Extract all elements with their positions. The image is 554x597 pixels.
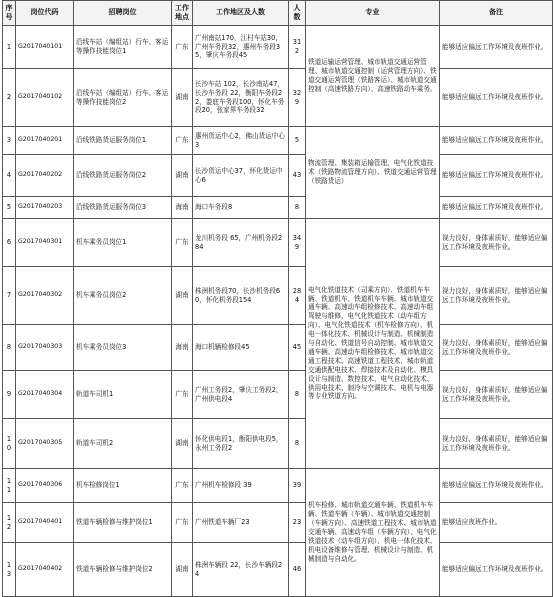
- region-cell: 惠州货运中心2，佛山货运中心3: [193, 127, 289, 155]
- code-cell: G2017040306: [16, 469, 74, 503]
- code-cell: G2017040305: [16, 419, 74, 469]
- place-cell: 湖南: [172, 155, 193, 197]
- code-cell: G2017040402: [16, 543, 74, 597]
- count-cell: 45: [289, 325, 306, 371]
- major-cell: 铁道运输运营管理、城市轨道交通运营管理、城市轨道交通控制（运营管理方向）、铁道交通运营管理（铁路客运）、城市轨道交通控制（高速铁路方向）、高速铁路动车乘务。: [306, 26, 440, 127]
- seq-cell: 8: [3, 325, 16, 371]
- dept-cell: 沿线铁路货运服务岗位1: [74, 127, 172, 155]
- note-cell: 视力良好，身体素质好，能够适应偏远工作环境及夜班作业。: [440, 419, 553, 469]
- seq-cell: 12: [3, 503, 16, 543]
- seq-cell: 6: [3, 219, 16, 267]
- code-cell: G2017040401: [16, 503, 74, 543]
- region-cell: 广州铁道车辆厂23: [193, 503, 289, 543]
- header-code: 岗位代码: [16, 1, 74, 26]
- count-cell: 43: [289, 155, 306, 197]
- code-cell: G2017040301: [16, 219, 74, 267]
- major-cell: 物流管理、集装箱运输管理、电气化铁道技术（铁路物流管理方向）、铁道交通运营管理（铁路货运）: [306, 127, 440, 219]
- count-cell: 284: [289, 267, 306, 325]
- seq-cell: 1: [3, 26, 16, 69]
- code-cell: G2017040202: [16, 155, 74, 197]
- place-cell: 湖南: [172, 69, 193, 127]
- region-cell: 龙川机务段 65，广州机务段284: [193, 219, 289, 267]
- count-cell: 312: [289, 26, 306, 69]
- code-cell: G2017040303: [16, 325, 74, 371]
- major-cell: 机车检修、城市轨道交通车辆、铁道机车车辆、铁道车辆（车辆）、城市轨道交通控制（车辆方向）、高速铁道工程技术、城市轨道交通车辆、高速动车组（车辆方向）、电气化铁道技术（动车组方向）、机电一体化技术、机电设备维修与管理、机械设计与制造、机械制造与自动化。: [306, 469, 440, 597]
- note-cell: 能够适应偏远工作环境及夜班作业。: [440, 127, 553, 155]
- dept-cell: 机车乘务员岗位2: [74, 267, 172, 325]
- header-count: 人数: [289, 1, 306, 26]
- region-cell: 长沙货运中心37，怀化货运中心6: [193, 155, 289, 197]
- code-cell: G2017040102: [16, 69, 74, 127]
- table-row: [3, 69, 553, 127]
- code-cell: G2017040201: [16, 127, 74, 155]
- region-cell: 广州工务段2，肇庆工务段2，广州供电段4: [193, 371, 289, 419]
- count-cell: 8: [289, 371, 306, 419]
- count-cell: 329: [289, 69, 306, 127]
- count-cell: 39: [289, 469, 306, 503]
- count-cell: 8: [289, 419, 306, 469]
- dept-cell: 沿线铁路货运服务岗位2: [74, 155, 172, 197]
- note-cell: 能够适应偏远工作环境及夜班作业。: [440, 543, 553, 597]
- region-cell: 广州南站170，江村车站30，广州车务段32，惠州车务段35，肇庆车务段45: [193, 26, 289, 69]
- place-cell: 广东: [172, 503, 193, 543]
- table-row: [3, 543, 553, 597]
- region-cell: 株洲车辆段 22，长沙车辆段24: [193, 543, 289, 597]
- seq-cell: 13: [3, 543, 16, 597]
- note-cell: 能够适应偏远工作环境及夜班作业。: [440, 197, 553, 219]
- note-cell: 视力良好，身体素质好，能够适应偏远工作环境及夜班作业。: [440, 267, 553, 325]
- count-cell: 349: [289, 219, 306, 267]
- note-cell: 视力良好，身体素质好，能够适应偏远工作环境及夜班作业。: [440, 219, 553, 267]
- dept-cell: 沿线铁路货运服务岗位3: [74, 197, 172, 219]
- seq-cell: 11: [3, 469, 16, 503]
- note-cell: 能够适应偏远工作环境及夜班作业。: [440, 469, 553, 503]
- dept-cell: 机车乘务员岗位3: [74, 325, 172, 371]
- note-cell: 能够适应偏远工作环境及夜班作业。: [440, 155, 553, 197]
- code-cell: G2017040203: [16, 197, 74, 219]
- dept-cell: 沿线车站（编组站）行车、客运等操作技能岗位2: [74, 69, 172, 127]
- header-dept: 招聘岗位: [74, 1, 172, 26]
- dept-cell: 铁道车辆检修与维护岗位1: [74, 503, 172, 543]
- seq-cell: 7: [3, 267, 16, 325]
- note-cell: 能够适应偏远工作环境及夜班作业。: [440, 69, 553, 127]
- place-cell: 广东: [172, 469, 193, 503]
- count-cell: 8: [289, 197, 306, 219]
- table-row: [3, 127, 553, 155]
- major-cell: 电气化铁道技术（司乘方向）、铁道机车车辆、铁道机车、铁道机车车辆、城市轨道交通车辆、高速动车组检修技术、高速动车组驾驶与维修、电气化铁道技术（动车组方向）、电气化铁道技术（机车检修方向）、机电一体化技术、机械设计与制造、机械制造与自动化、铁道信号自动控制、城市轨道交通车辆、高速动车组检修技术、城市轨道交通工程技术、高速铁道工程技术、城市轨道交通供配电技术、焊接技术及自动化、模具设计与制造、数控技术、电气自动化技术、供用电技术、制冷与空调技术、电机与电器等专业铁道方向。: [306, 219, 440, 469]
- table-row: [3, 325, 553, 371]
- table-row: [3, 469, 553, 503]
- region-cell: 株洲机务段70，长沙机务段60，怀化机务段154: [193, 267, 289, 325]
- dept-cell: 轨道车司机1: [74, 371, 172, 419]
- place-cell: 海南: [172, 325, 193, 371]
- place-cell: 湖南: [172, 419, 193, 469]
- header-place: 工作地点: [172, 1, 193, 26]
- dept-cell: 沿线车站（编组站）行车、客运等操作技能岗位1: [74, 26, 172, 69]
- table-row: [3, 419, 553, 469]
- dept-cell: 机车乘务员岗位1: [74, 219, 172, 267]
- count-cell: 23: [289, 503, 306, 543]
- region-cell: 怀化供电段1，衡阳供电段5，永州工务段2: [193, 419, 289, 469]
- table-row: [3, 155, 553, 197]
- place-cell: 广东: [172, 219, 193, 267]
- place-cell: 广东: [172, 26, 193, 69]
- place-cell: 广东: [172, 371, 193, 419]
- place-cell: 湖南: [172, 267, 193, 325]
- header-major: 专业: [306, 1, 440, 26]
- note-cell: 视力良好，身体素质好，能够适应偏远工作环境及夜班作业。: [440, 325, 553, 371]
- seq-cell: 2: [3, 69, 16, 127]
- table-row: [3, 197, 553, 219]
- note-cell: 能够适应夜班作业。: [440, 503, 553, 543]
- recruitment-table: [2, 0, 553, 597]
- region-cell: 长沙车站 102，长沙南站47，长沙车务段 22，衡阳车务段22，娄底车务段100，怀化车务段20，张家界车务段32: [193, 69, 289, 127]
- header-note: 备注: [440, 1, 553, 26]
- dept-cell: 铁道车辆检修与维护岗位2: [74, 543, 172, 597]
- seq-cell: 5: [3, 197, 16, 219]
- code-cell: G2017040304: [16, 371, 74, 419]
- code-cell: G2017040302: [16, 267, 74, 325]
- code-cell: G2017040101: [16, 26, 74, 69]
- seq-cell: 9: [3, 371, 16, 419]
- count-cell: 5: [289, 127, 306, 155]
- note-cell: 视力良好，身体素质好，能够适应偏远工作环境及夜班作业。: [440, 371, 553, 419]
- table-row: [3, 267, 553, 325]
- place-cell: 广东: [172, 127, 193, 155]
- seq-cell: 3: [3, 127, 16, 155]
- region-cell: 海口机辆检修段45: [193, 325, 289, 371]
- place-cell: 海南: [172, 197, 193, 219]
- place-cell: 湖南: [172, 543, 193, 597]
- seq-cell: 10: [3, 419, 16, 469]
- table-row: [3, 26, 553, 69]
- table-row: [3, 219, 553, 267]
- table-row: [3, 371, 553, 419]
- table-row: [3, 503, 553, 543]
- seq-cell: 4: [3, 155, 16, 197]
- header-seq: 序号: [3, 1, 16, 26]
- header-row: [3, 1, 553, 26]
- region-cell: 广州机车检修段 39: [193, 469, 289, 503]
- dept-cell: 轨道车司机2: [74, 419, 172, 469]
- region-cell: 海口车务段8: [193, 197, 289, 219]
- count-cell: 46: [289, 543, 306, 597]
- header-region: 工作地区及人数: [193, 1, 289, 26]
- note-cell: 能够适应偏远工作环境及夜班作业。: [440, 26, 553, 69]
- dept-cell: 机车检修岗位1: [74, 469, 172, 503]
